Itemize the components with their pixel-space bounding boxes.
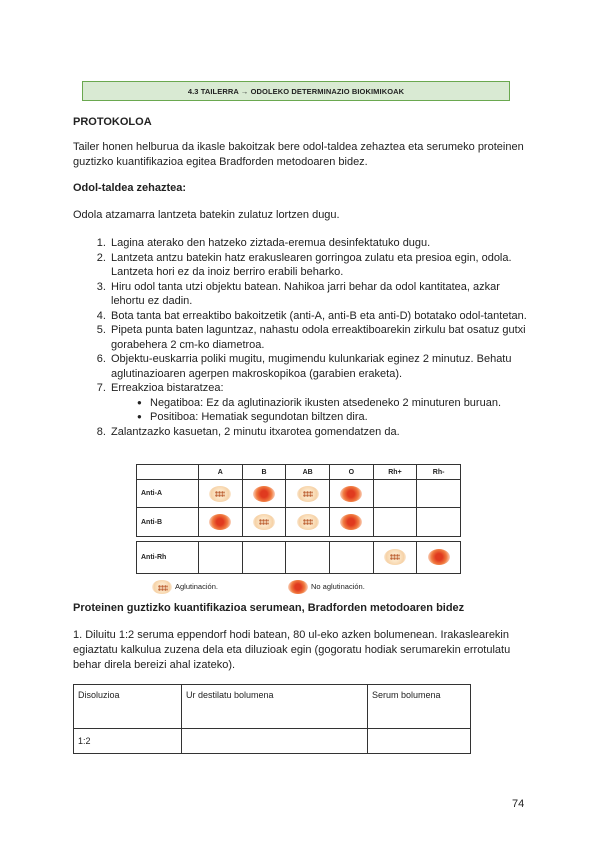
legend-label: Aglutinación. [175, 581, 218, 591]
empty-cell [373, 508, 417, 536]
agglutination-drop-icon [209, 486, 231, 502]
step-item: 2. Lantzeta antzu batekin hatz erakuslearen gorringoa zulatu eta presioa egin, odola. Lantzeta hori ez da inoiz berriro erabili beharko. [109, 251, 533, 280]
step-item [109, 381, 533, 425]
col-header: A [199, 465, 243, 480]
dilution-table [73, 684, 471, 754]
col-header: Disoluzioa [74, 685, 182, 729]
no-agglutination-drop-icon [253, 486, 275, 502]
protein-section-title: Proteinen guztizko kuantifikazioa serumean, Bradforden metodoaren bidez [73, 602, 465, 614]
empty-cell [417, 508, 461, 536]
water-volume-cell[interactable] [182, 729, 368, 754]
blood-type-intro: Odola atzamarra lantzeta batekin zulatuz lortzen dugu. [73, 209, 340, 221]
agglutination-drop-icon [253, 514, 275, 530]
blood-type-title: Odol-taldea zehaztea: [73, 182, 187, 194]
step-item: 4. Bota tanta bat erreaktibo bakoitzetik (anti-A, anti-B eta anti-D) botatako odol-tantetan. [109, 309, 533, 324]
row-label: Anti-A [137, 480, 199, 508]
row-label: Anti-Rh [137, 541, 199, 573]
step-item: 6. Objektu-euskarria poliki mugitu, mugimendu kulunkariak eginez 2 minutuz. Behatu aglutinazioaren agerpen makroskopikoa (garabien eraketa). [109, 352, 533, 381]
step-item: 8. Zalantzazko kasuetan, 2 minutu itxarotea gomendatzen da. [109, 425, 533, 440]
procedure-steps [73, 236, 533, 439]
blood-table-header [137, 465, 461, 480]
agglutination-drop-icon [384, 549, 406, 565]
empty-cell [242, 541, 286, 573]
dilution-paragraph: 1. Diluitu 1:2 seruma eppendorf hodi batean, 80 ul-eko azken bolumenean. Irakaslearekin egiaztatu kalkulua zuzena dela eta diluzioak egin (gogoratu hodiak serumarekin errotulatu behar direla bereizi ahal izateko). [73, 629, 511, 671]
legend-agglutination [152, 580, 218, 594]
corner-cell [137, 465, 199, 480]
step-item: 1. Lagina aterako den hatzeko ziztada-eremua desinfektatuko dugu. [109, 236, 533, 251]
empty-cell [286, 541, 330, 573]
bullet-negative: ● Negatiboa: Ez da aglutinaziorik ikusten atsedeneko 2 minuturen buruan. [137, 396, 533, 411]
no-agglutination-drop-icon [340, 486, 362, 502]
legend-no-agglutination [288, 580, 365, 594]
bullet-positive: ● Positiboa: Hematiak segundotan biltzen dira. [137, 410, 533, 425]
agglutination-drop-icon [297, 514, 319, 530]
agglutination-drop-icon [152, 580, 172, 594]
no-agglutination-drop-icon [428, 549, 450, 565]
row-label: Anti-B [137, 508, 199, 536]
no-agglutination-drop-icon [340, 514, 362, 530]
step-text: Erreakzioa bistaratzea: [111, 382, 224, 394]
col-header: Rh+ [373, 465, 417, 480]
empty-cell [373, 480, 417, 508]
col-header: Rh- [417, 465, 461, 480]
intro-paragraph: Tailer honen helburua da ikasle bakoitzak bere odol-taldea zehaztea eta serumeko proteinen guztizko kuantifikazioa egitea Bradforden metodoaren bidez. [73, 141, 524, 168]
no-agglutination-drop-icon [209, 514, 231, 530]
col-header: Serum bolumena [368, 685, 471, 729]
blood-row-anti-a [137, 480, 461, 508]
agglutination-drop-icon [297, 486, 319, 502]
col-header: O [329, 465, 373, 480]
legend-label: No aglutinación. [311, 581, 365, 591]
dilution-row [74, 729, 471, 754]
col-header: Ur destilatu bolumena [182, 685, 368, 729]
empty-cell [417, 480, 461, 508]
protocol-title: PROTOKOLOA [73, 116, 152, 128]
section-banner: 4.3 TAILERRA → ODOLEKO DETERMINAZIO BIOKIMIKOAK [82, 81, 510, 101]
col-header: B [242, 465, 286, 480]
empty-cell [199, 541, 243, 573]
col-header: AB [286, 465, 330, 480]
serum-volume-cell[interactable] [368, 729, 471, 754]
step-item: 5. Pipeta punta baten laguntzaz, nahastu odola erreaktiboarekin zirkulu bat osatuz gutxi gorabehera 2 cm-ko diametroa. [109, 323, 533, 352]
blood-row-anti-b [137, 508, 461, 536]
blood-row-anti-rh [137, 541, 461, 573]
dilution-header-row [74, 685, 471, 729]
no-agglutination-drop-icon [288, 580, 308, 594]
dilution-cell: 1:2 [74, 729, 182, 754]
blood-type-table [136, 464, 461, 574]
page-number: 74 [512, 798, 525, 810]
result-bullets [111, 396, 533, 425]
empty-cell [329, 541, 373, 573]
step-item: 3. Hiru odol tanta utzi objektu batean. Nahikoa jarri behar da odol kantitatea, azkar lehortu ez dadin. [109, 280, 533, 309]
